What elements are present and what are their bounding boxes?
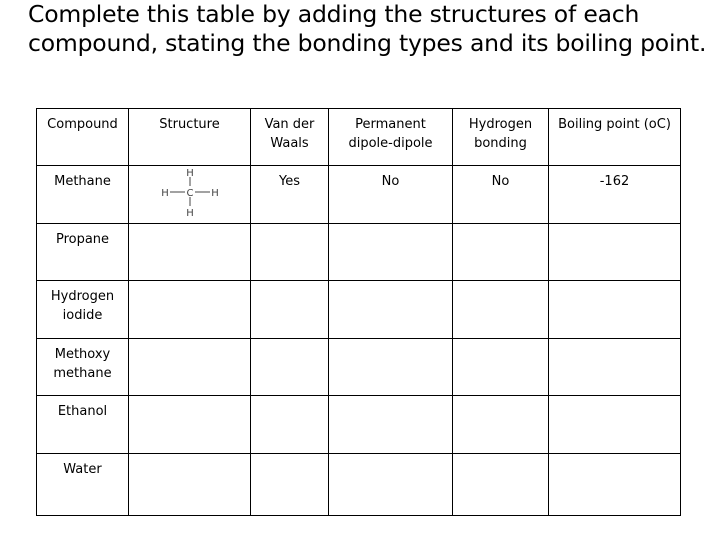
cell-hydrogen-bonding[interactable] bbox=[453, 396, 549, 454]
cell-permanent-dipole[interactable] bbox=[329, 339, 453, 396]
cell-van-der-waals[interactable]: Yes bbox=[251, 166, 329, 224]
cell-boiling-point[interactable] bbox=[549, 281, 681, 339]
cell-structure[interactable] bbox=[129, 281, 251, 339]
cell-permanent-dipole[interactable] bbox=[329, 396, 453, 454]
page-title: Complete this table by adding the structures of each compound, stating the bonding types and its boiling point. bbox=[28, 0, 707, 57]
atom-h-top: H bbox=[185, 168, 194, 179]
cell-van-der-waals[interactable] bbox=[251, 454, 329, 516]
table-row-propane bbox=[37, 224, 681, 281]
header-row bbox=[37, 109, 681, 166]
cell-van-der-waals[interactable] bbox=[251, 339, 329, 396]
cell-structure[interactable] bbox=[129, 454, 251, 516]
table-row-methoxy-methane bbox=[37, 339, 681, 396]
table-row-methane bbox=[37, 166, 681, 224]
cell-hydrogen-bonding[interactable] bbox=[453, 281, 549, 339]
cell-hydrogen-bonding[interactable]: No bbox=[453, 166, 549, 224]
table-row-hydrogen-iodide bbox=[37, 281, 681, 339]
cell-hydrogen-bonding[interactable] bbox=[453, 224, 549, 281]
table-row-water bbox=[37, 454, 681, 516]
header-hydrogen-bonding: Hydrogen bonding bbox=[453, 109, 549, 166]
atom-h-bottom: H bbox=[185, 208, 194, 219]
methane-structure bbox=[155, 166, 225, 222]
cell-structure[interactable] bbox=[129, 339, 251, 396]
header-van-der-waals: Van der Waals bbox=[251, 109, 329, 166]
cell-structure bbox=[129, 166, 251, 224]
cell-structure[interactable] bbox=[129, 396, 251, 454]
cell-permanent-dipole[interactable] bbox=[329, 281, 453, 339]
cell-hydrogen-bonding[interactable] bbox=[453, 339, 549, 396]
cell-van-der-waals[interactable] bbox=[251, 396, 329, 454]
atom-c: C bbox=[186, 188, 193, 199]
header-structure: Structure bbox=[129, 109, 251, 166]
cell-boiling-point[interactable] bbox=[549, 224, 681, 281]
cell-compound: Water bbox=[37, 454, 129, 516]
cell-permanent-dipole[interactable] bbox=[329, 224, 453, 281]
atom-h-right: H bbox=[210, 188, 219, 199]
cell-van-der-waals[interactable] bbox=[251, 281, 329, 339]
compound-table bbox=[36, 108, 681, 516]
cell-van-der-waals[interactable] bbox=[251, 224, 329, 281]
header-compound: Compound bbox=[37, 109, 129, 166]
cell-permanent-dipole[interactable]: No bbox=[329, 166, 453, 224]
cell-hydrogen-bonding[interactable] bbox=[453, 454, 549, 516]
header-permanent-dipole: Permanent dipole-dipole bbox=[329, 109, 453, 166]
cell-permanent-dipole[interactable] bbox=[329, 454, 453, 516]
cell-compound: Methane bbox=[37, 166, 129, 224]
header-boiling-point: Boiling point (oC) bbox=[549, 109, 681, 166]
cell-structure[interactable] bbox=[129, 224, 251, 281]
cell-compound: Propane bbox=[37, 224, 129, 281]
cell-compound: Hydrogen iodide bbox=[37, 281, 129, 339]
table-row-ethanol bbox=[37, 396, 681, 454]
cell-boiling-point[interactable] bbox=[549, 339, 681, 396]
cell-boiling-point[interactable]: -162 bbox=[549, 166, 681, 224]
cell-compound: Methoxy methane bbox=[37, 339, 129, 396]
cell-boiling-point[interactable] bbox=[549, 396, 681, 454]
cell-boiling-point[interactable] bbox=[549, 454, 681, 516]
atom-h-left: H bbox=[160, 188, 169, 199]
cell-compound: Ethanol bbox=[37, 396, 129, 454]
